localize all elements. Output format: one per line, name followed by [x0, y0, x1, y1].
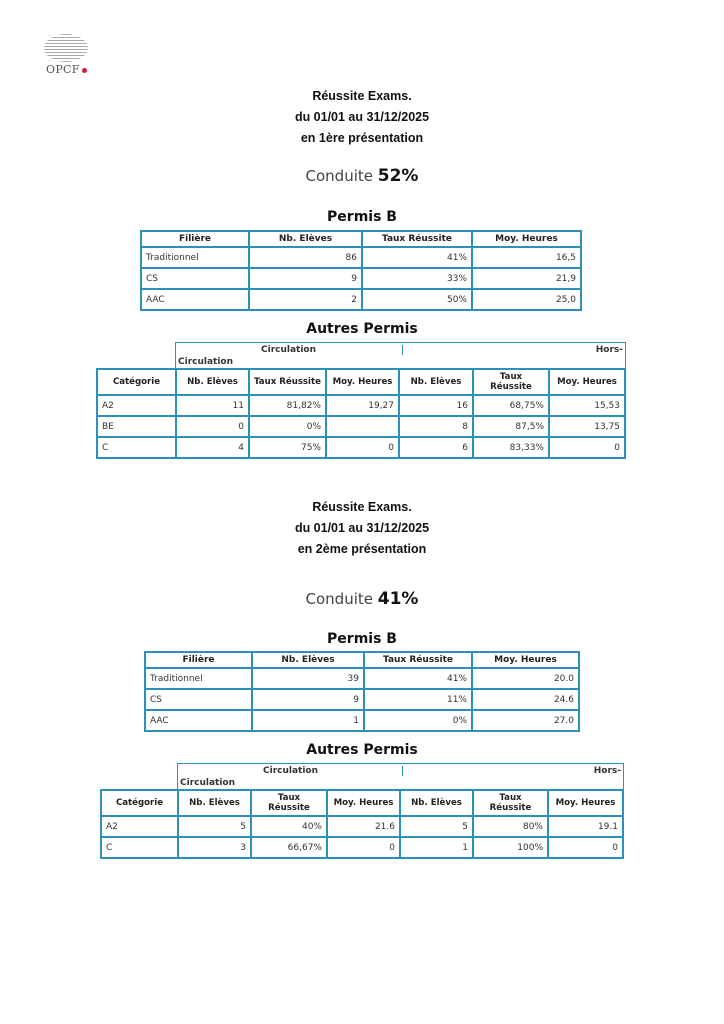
- heading-title: Réussite Exams.: [312, 89, 412, 103]
- cell-value: 5: [400, 816, 473, 837]
- cell-value: 8: [399, 416, 473, 437]
- globe-logo-icon: [44, 34, 88, 62]
- autres-permis-title: Autres Permis: [306, 742, 418, 758]
- cell-value: 100%: [473, 837, 548, 858]
- cell-nb-eleves: 1: [252, 710, 364, 731]
- permis-b-table: [144, 651, 580, 732]
- cell-filiere: Traditionnel: [145, 668, 252, 689]
- table-row: [145, 668, 579, 689]
- conduite-value: 52%: [377, 166, 419, 186]
- red-dot-icon: [82, 68, 87, 73]
- cell-heures: 21,9: [472, 268, 581, 289]
- cell-filiere: AAC: [145, 710, 252, 731]
- heading-period: du 01/01 au 31/12/2025: [294, 521, 430, 535]
- permis-b-table: [140, 230, 582, 311]
- cell-taux: 50%: [362, 289, 472, 310]
- cell-nb-eleves: 86: [249, 247, 362, 268]
- cell-value: 13,75: [549, 416, 625, 437]
- conduite-value: 41%: [377, 589, 419, 609]
- col-header: Nb. Elèves: [400, 790, 473, 816]
- cell-heures: 27.0: [472, 710, 579, 731]
- circulation-super-header: [175, 342, 626, 369]
- cell-value: 19.1: [548, 816, 623, 837]
- cell-categorie: A2: [97, 395, 176, 416]
- cell-taux: 41%: [362, 247, 472, 268]
- col-header: Taux Réussite: [249, 369, 326, 395]
- col-header: Moy. Heures: [548, 790, 623, 816]
- cell-value: 83,33%: [473, 437, 549, 458]
- cell-value: 15,53: [549, 395, 625, 416]
- autres-permis-title: Autres Permis: [306, 321, 418, 337]
- cell-value: 66,67%: [251, 837, 327, 858]
- col-header: Catégorie: [101, 790, 178, 816]
- circulation-wrap-label: Circulation: [178, 357, 234, 367]
- conduite-label: Conduite: [305, 167, 373, 185]
- heading-period: du 01/01 au 31/12/2025: [294, 110, 430, 124]
- col-header: Nb. Elèves: [249, 231, 362, 247]
- conduite-rate: [0, 166, 724, 186]
- col-header: Nb. Elèves: [252, 652, 364, 668]
- table-row: [97, 395, 625, 416]
- cell-value: 40%: [251, 816, 327, 837]
- col-header: Moy. Heures: [472, 231, 581, 247]
- cell-value: 3: [178, 837, 251, 858]
- table-header-row: [145, 652, 579, 668]
- cell-taux: 0%: [364, 710, 472, 731]
- cell-categorie: C: [101, 837, 178, 858]
- cell-filiere: Traditionnel: [141, 247, 249, 268]
- col-header: Filière: [141, 231, 249, 247]
- cell-nb-eleves: 9: [252, 689, 364, 710]
- cell-nb-eleves: 39: [252, 668, 364, 689]
- cell-value: 19,27: [326, 395, 399, 416]
- cell-value: 80%: [473, 816, 548, 837]
- col-header: Taux Réussite: [362, 231, 472, 247]
- heading-presentation: en 2ème présentation: [297, 542, 427, 556]
- col-header: Taux Réussite: [364, 652, 472, 668]
- opcf-logo: [42, 34, 92, 80]
- col-header: Taux Réussite: [473, 790, 548, 816]
- cell-taux: 11%: [364, 689, 472, 710]
- table-row: [97, 416, 625, 437]
- table-row: [145, 689, 579, 710]
- conduite-rate: [0, 589, 724, 609]
- heading-presentation: en 1ère présentation: [300, 131, 424, 145]
- col-header: Catégorie: [97, 369, 176, 395]
- cell-value: 5: [178, 816, 251, 837]
- col-header: Nb. Elèves: [176, 369, 249, 395]
- col-header: Moy. Heures: [549, 369, 625, 395]
- heading-title: Réussite Exams.: [312, 500, 412, 514]
- cell-value: [326, 416, 399, 437]
- cell-heures: 24.6: [472, 689, 579, 710]
- table-row: [141, 268, 581, 289]
- cell-value: 21.6: [327, 816, 400, 837]
- permis-b-title: Permis B: [327, 209, 397, 225]
- logo-text: OPCF: [46, 63, 80, 76]
- col-header: Nb. Elèves: [178, 790, 251, 816]
- col-header: Moy. Heures: [472, 652, 579, 668]
- cell-value: 75%: [249, 437, 326, 458]
- circulation-wrap-label: Circulation: [180, 778, 236, 788]
- cell-value: 4: [176, 437, 249, 458]
- table-row: [141, 247, 581, 268]
- cell-value: 16: [399, 395, 473, 416]
- cell-heures: 16,5: [472, 247, 581, 268]
- cell-value: 11: [176, 395, 249, 416]
- cell-value: 0%: [249, 416, 326, 437]
- cell-value: 6: [399, 437, 473, 458]
- col-header: Taux Réussite: [473, 369, 549, 395]
- circulation-label: Circulation: [263, 766, 319, 776]
- cell-heures: 20.0: [472, 668, 579, 689]
- cell-categorie: C: [97, 437, 176, 458]
- super-header-divider: [402, 345, 403, 355]
- table-header-row: [97, 369, 625, 395]
- cell-value: 0: [548, 837, 623, 858]
- table-header-row: [141, 231, 581, 247]
- cell-taux: 33%: [362, 268, 472, 289]
- cell-value: 0: [326, 437, 399, 458]
- hors-circulation-label: Hors-: [595, 345, 623, 355]
- table-row: [141, 289, 581, 310]
- section-2-heading: [0, 497, 724, 560]
- section-1-heading: [0, 86, 724, 149]
- col-header: Moy. Heures: [326, 369, 399, 395]
- cell-heures: 25,0: [472, 289, 581, 310]
- autres-permis-table: [96, 368, 626, 459]
- cell-categorie: A2: [101, 816, 178, 837]
- hors-circulation-label: Hors-: [593, 766, 621, 776]
- col-header: Nb. Elèves: [399, 369, 473, 395]
- table-row: [97, 437, 625, 458]
- conduite-label: Conduite: [305, 590, 373, 608]
- cell-value: 68,75%: [473, 395, 549, 416]
- cell-value: 87,5%: [473, 416, 549, 437]
- col-header: Filière: [145, 652, 252, 668]
- circulation-super-header: [177, 763, 624, 790]
- cell-categorie: BE: [97, 416, 176, 437]
- cell-value: 81,82%: [249, 395, 326, 416]
- table-row: [101, 816, 623, 837]
- circulation-label: Circulation: [261, 345, 317, 355]
- cell-filiere: CS: [145, 689, 252, 710]
- permis-b-title: Permis B: [327, 631, 397, 647]
- autres-permis-table: [100, 789, 624, 859]
- cell-nb-eleves: 2: [249, 289, 362, 310]
- cell-filiere: CS: [141, 268, 249, 289]
- col-header: Taux Réussite: [251, 790, 327, 816]
- super-header-divider: [402, 766, 403, 776]
- col-header: Moy. Heures: [327, 790, 400, 816]
- cell-filiere: AAC: [141, 289, 249, 310]
- cell-taux: 41%: [364, 668, 472, 689]
- cell-value: 0: [549, 437, 625, 458]
- table-row: [145, 710, 579, 731]
- table-header-row: [101, 790, 623, 816]
- table-row: [101, 837, 623, 858]
- cell-value: 1: [400, 837, 473, 858]
- cell-nb-eleves: 9: [249, 268, 362, 289]
- cell-value: 0: [176, 416, 249, 437]
- cell-value: 0: [327, 837, 400, 858]
